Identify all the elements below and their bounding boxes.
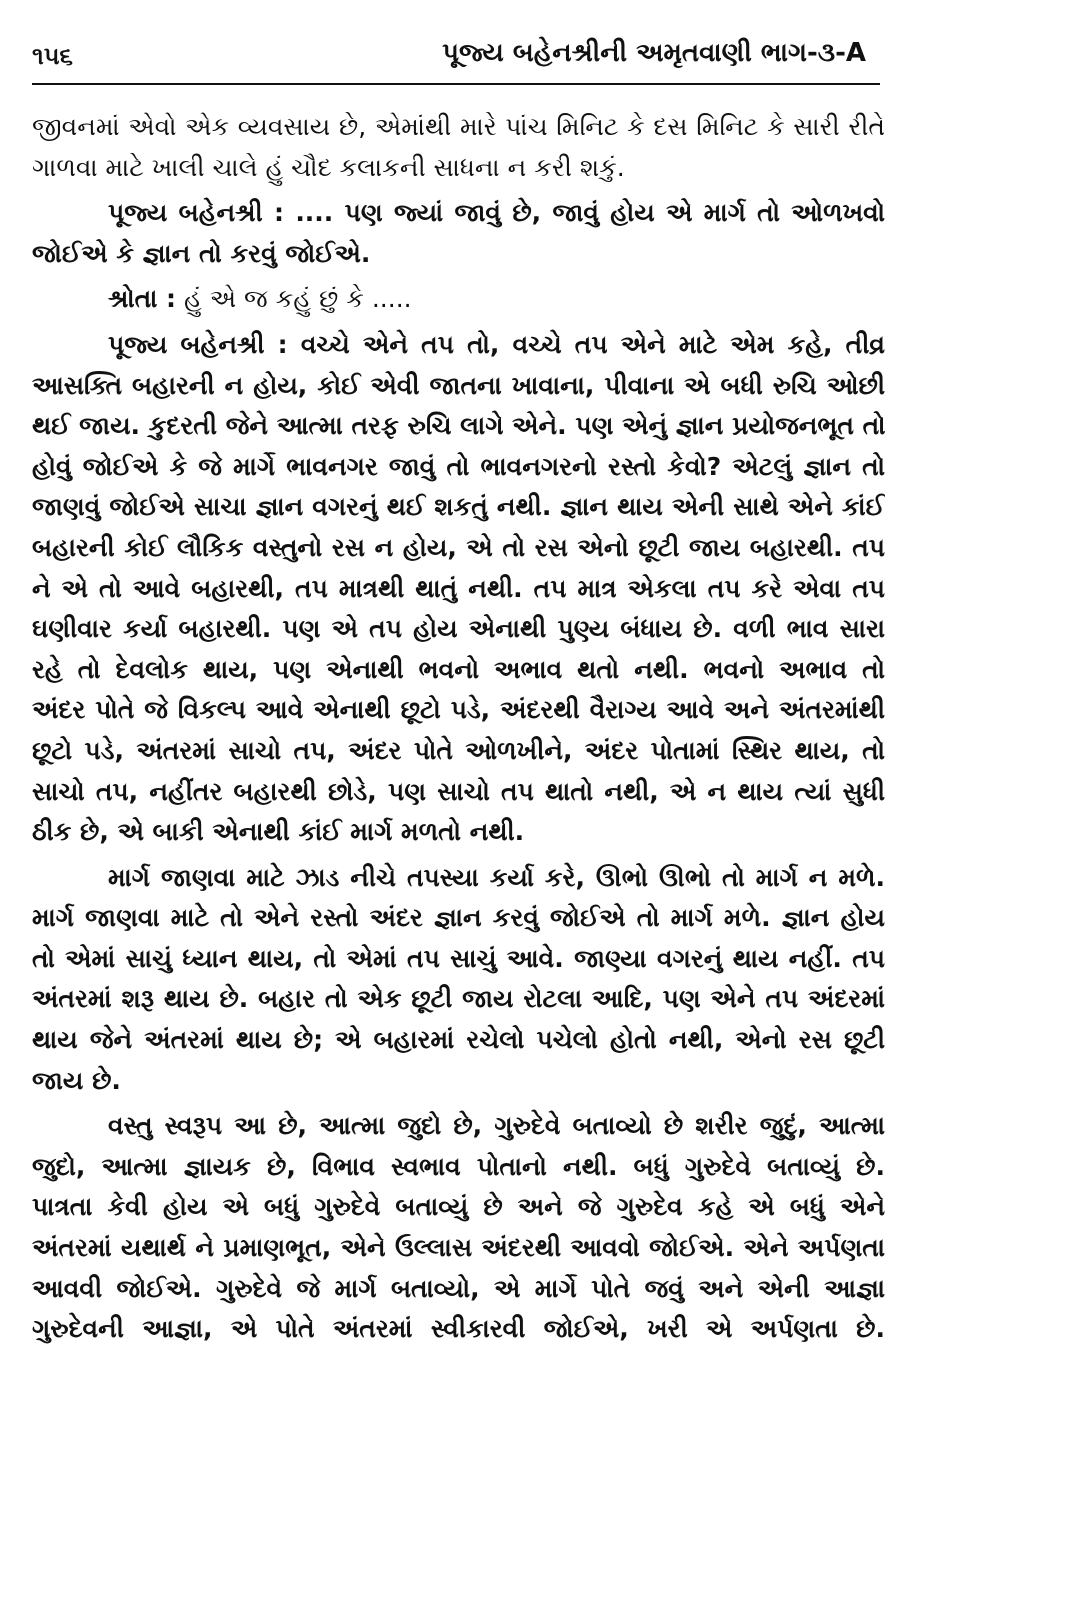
text-line: જીવનમાં એવો એક વ્યવસાય છે, એમાંથી મારે પાંચ મિનિટ કે દસ મિનિટ કે સારી રીતે [32,112,885,141]
text-line: ઘણીવાર કર્યા બહારથી. પણ એ તપ હોય એનાથી પુણ્ય બંધાય છે. વળી ભાવ સારા [32,614,885,644]
text-line: રહે તો દેવલોક થાય, પણ એનાથી ભવનો અભાવ થતો નથી. ભવનો અભાવ તો [32,654,885,684]
paragraph [32,107,885,188]
text-line: અંતરમાં શરૂ થાય છે. બહાર તો એક છૂટી જાય રોટલા આદિ, પણ એને તપ અંદરમાં [32,984,885,1014]
text-line: જુદો, આત્મા જ્ઞાયક છે, વિભાવ સ્વભાવ પોતાનો નથી. બધું ગુરુદેવે બતાવ્યું છે. [32,1151,885,1181]
text-line: તો એમાં સાચું ધ્યાન થાય, તો એમાં તપ સાચું આવે. જાણ્યા વગરનું થાય નહીં. તપ [32,943,885,973]
text-line [32,279,885,320]
paragraph [32,193,885,274]
text-line: ગુરુદેવની આજ્ઞા, એ પોતે અંતરમાં સ્વીકારવી જોઈએ, ખરી એ અર્પણતા છે. [32,1314,885,1344]
paragraph [32,1106,885,1350]
text-line: માર્ગ જાણવા માટે ઝાડ નીચે તપસ્યા કર્યા કરે, ઊભો ઊભો તો માર્ગ ન મળે. [108,862,885,892]
text-line: આસક્તિ બહારની ન હોય, કોઈ એવી જાતના ખાવાના, પીવાના એ બધી રુચિ ઓછી [32,370,885,400]
text-line: વસ્તુ સ્વરૂપ આ છે, આત્મા જુદો છે, ગુરુદેવે બતાવ્યો છે શરીર જુદું, આત્મા [108,1111,885,1141]
text-line: પાત્રતા કેવી હોય એ બધું ગુરુદેવે બતાવ્યું છે અને જે ગુરુદેવ કહે એ બધું એને [32,1192,885,1222]
text-line: ગાળવા માટે ખાલી ચાલે હું ચૌદ કલાકની સાધના ન કરી શકું. [32,152,625,182]
line-text: .... પણ જ્યાં જાવું છે, જાવું હોય એ માર્ગ તો ઓળખવો [295,198,885,228]
text-line: માર્ગ જાણવા માટે તો એને રસ્તો અંદર જ્ઞાન કરવું જોઈએ તો માર્ગ મળે. જ્ઞાન હોય [32,903,885,933]
text-line: થઈ જાય. કુદરતી જેને આત્મા તરફ રુચિ લાગે એને. પણ એનું જ્ઞાન પ્રયોજનભૂત તો [32,411,885,441]
text-line: ને એ તો આવે બહારથી, તપ માત્રથી થાતું નથી. તપ માત્ર એકલા તપ કરે એવા તપ [32,573,885,603]
paragraph [32,279,885,320]
paragraph [32,325,885,853]
header-rule [32,83,880,85]
running-header [32,38,880,78]
page-number: ૧૫૬ [32,42,73,70]
text-line: બહારની કોઈ લૌકિક વસ્તુનો રસ ન હોય, એ તો રસ એનો છૂટી જાય બહારથી. તપ [32,532,885,562]
text-line: સાચો તપ, નહીંતર બહારથી છોડે, પણ સાચો તપ થાતો નથી, એ ન થાય ત્યાં સુધી [32,776,885,806]
text-line: અંતરમાં યથાર્થ ને પ્રમાણભૂત, એને ઉલ્લાસ અંદરથી આવવો જોઈએ. એને અર્પણતા [32,1233,885,1263]
line-text: હું એ જ કહું છું કે ..... [183,284,412,314]
text-line: જાણવું જોઈએ સાચા જ્ઞાન વગરનું થઈ શકતું નથી. જ્ઞાન થાય એની સાથે એને કાંઈ [32,492,885,522]
text-line [32,325,885,366]
text-line: જાય છે. [32,1065,121,1095]
text-line: આવવી જોઈએ. ગુરુદેવે જે માર્ગ બતાવ્યો, એ માર્ગે પોતે જવું અને એની આજ્ઞા [32,1273,885,1303]
text-line: હોવું જોઈએ કે જે માર્ગે ભાવનગર જાવું તો ભાવનગરનો રસ્તો કેવો? એટલું જ્ઞાન તો [32,451,885,481]
page-body [32,107,885,1350]
text-line: અંદર પોતે જે વિકલ્પ આવે એનાથી છૂટો પડે, અંદરથી વૈરાગ્ય આવે અને અંતરમાંથી [32,695,885,725]
speaker-label: પૂજ્ય બહેનશ્રી : [108,198,284,228]
text-line [32,193,885,234]
running-title: પૂજ્ય બહેનશ્રીની અમૃતવાણી ભાગ-૩-A [442,38,866,68]
text-line: થાય જેને અંતરમાં થાય છે; એ બહારમાં રચેલો પચેલો હોતો નથી, એનો રસ છૂટી [32,1025,885,1055]
text-line: છૂટો પડે, અંતરમાં સાચો તપ, અંદર પોતે ઓળખીને, અંદર પોતામાં સ્થિર થાય, તો [32,735,885,765]
line-text: વચ્ચે એને તપ તો, વચ્ચે તપ એને માટે એમ કહે, તીવ્ર [300,329,885,359]
text-line: જોઈએ કે જ્ઞાન તો કરવું જોઈએ. [32,238,371,268]
speaker-label: પૂજ્ય બહેનશ્રી : [108,329,288,359]
text-line: ઠીક છે, એ બાકી એનાથી કાંઈ માર્ગ મળતો નથી. [32,817,525,847]
paragraph [32,858,885,1102]
speaker-label: શ્રોતા : [108,284,177,314]
